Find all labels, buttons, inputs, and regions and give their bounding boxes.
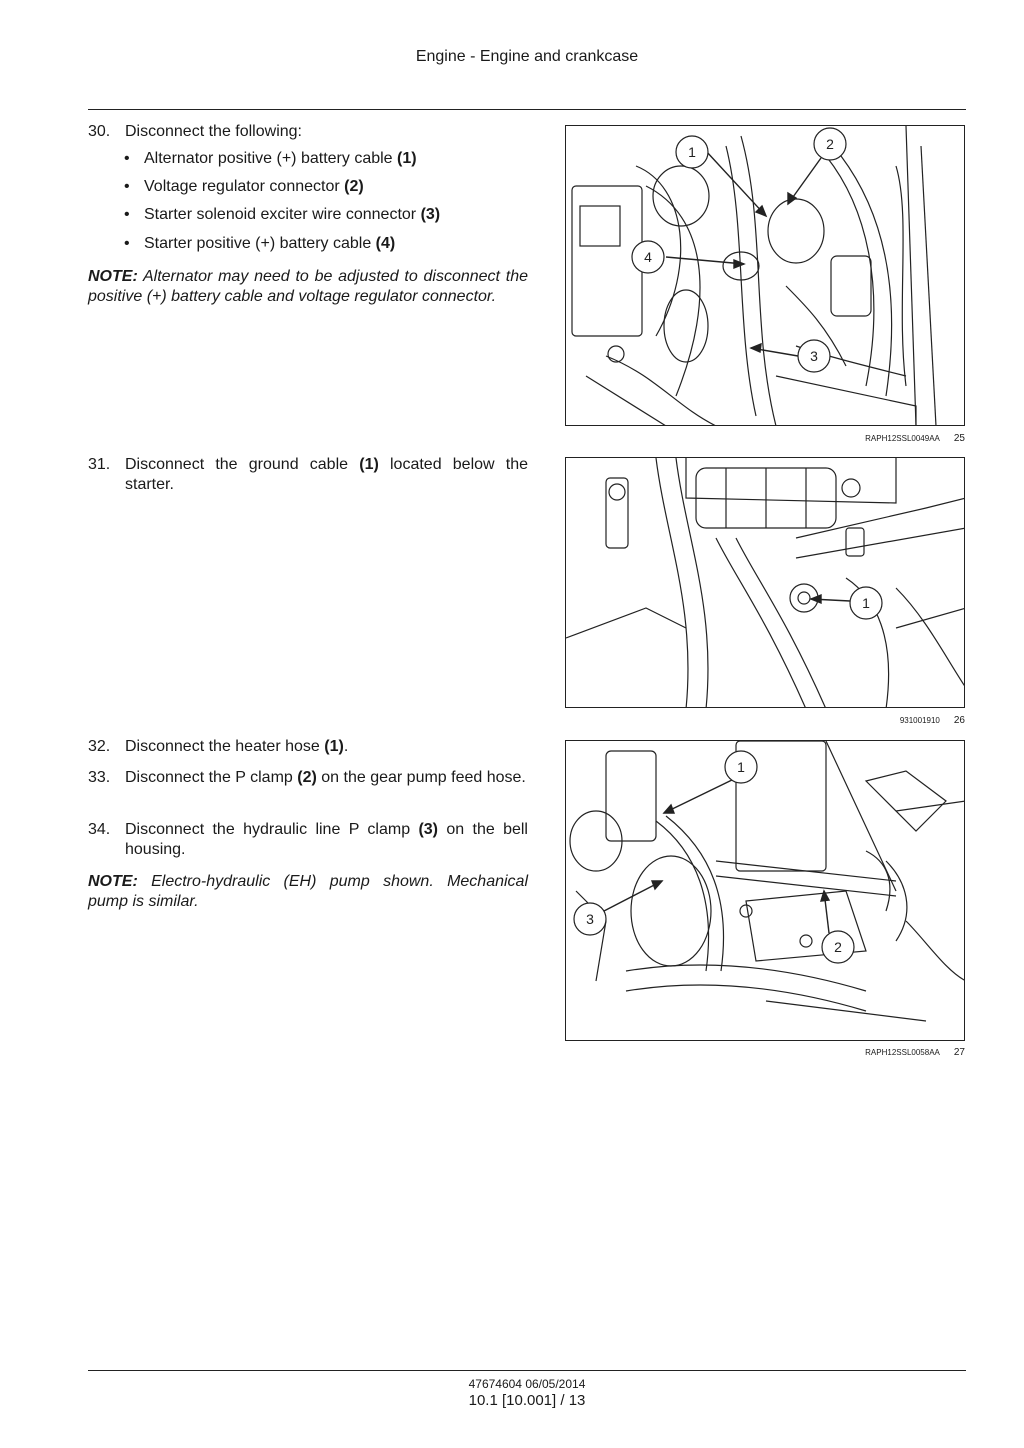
step-31 (88, 455, 528, 495)
figure-25-caption (565, 433, 965, 444)
step-text: Disconnect the P clamp (2) on the gear pump feed hose. (125, 769, 526, 786)
step-text: Disconnect the heater hose (1). (125, 738, 349, 755)
bullet-item: • Starter positive (+) battery cable (4) (124, 235, 396, 252)
step-text: Disconnect the ground cable (1) located below the starter. (125, 456, 529, 493)
callout-label: 2 (826, 136, 834, 152)
callout-label: 1 (737, 759, 745, 775)
bullet-item: • Starter solenoid exciter wire connector (3) (124, 206, 441, 223)
bullet-item: • Voltage regulator connector (2) (124, 178, 364, 195)
page-header-title: Engine - Engine and crankcase (415, 48, 639, 65)
header-divider (88, 109, 966, 110)
figure-26-illustration (565, 457, 965, 708)
figure-25-illustration (565, 125, 965, 426)
step-34 (88, 820, 528, 860)
step-30 (88, 122, 528, 142)
callout-label: 3 (810, 348, 818, 364)
figure-code: RAPH12SSL0049AA (865, 434, 940, 443)
step-number: 30. (88, 123, 111, 140)
callout-label: 2 (834, 939, 842, 955)
step-number: 33. (88, 769, 111, 786)
step-text: Disconnect the hydraulic line P clamp (3) on the bell housing. (125, 821, 528, 858)
step-33 (88, 768, 528, 788)
figure-27-caption (565, 1047, 965, 1058)
figure-number: 25 (953, 433, 965, 444)
figure-number: 26 (953, 715, 965, 726)
callout-label: 4 (644, 249, 652, 265)
footer-divider (88, 1370, 966, 1371)
note-alternator: NOTE: Alternator may need to be adjusted to disconnect the positive (+) battery cable and voltage regulator connector. (88, 268, 528, 305)
figure-number: 27 (953, 1047, 965, 1058)
callout-label: 3 (586, 911, 594, 927)
callout-label: 1 (688, 144, 696, 160)
note-pump: NOTE: Electro-hydraulic (EH) pump shown. Mechanical pump is similar. (88, 873, 528, 910)
step-number: 31. (88, 456, 111, 473)
step-number: 34. (88, 821, 111, 838)
figure-code: 931001910 (899, 716, 940, 725)
footer-doc-id: 47674604 06/05/2014 (468, 1377, 586, 1391)
figure-26-caption (565, 715, 965, 726)
callout-label: 1 (862, 595, 870, 611)
bullet-item: • Alternator positive (+) battery cable (1) (124, 150, 417, 167)
step-text: Disconnect the following: (125, 123, 302, 140)
footer-page-number: 10.1 [10.001] / 13 (468, 1392, 586, 1409)
step-number: 32. (88, 738, 111, 755)
figure-27-illustration (565, 740, 965, 1041)
step-32 (88, 737, 528, 757)
figure-code: RAPH12SSL0058AA (865, 1048, 940, 1057)
